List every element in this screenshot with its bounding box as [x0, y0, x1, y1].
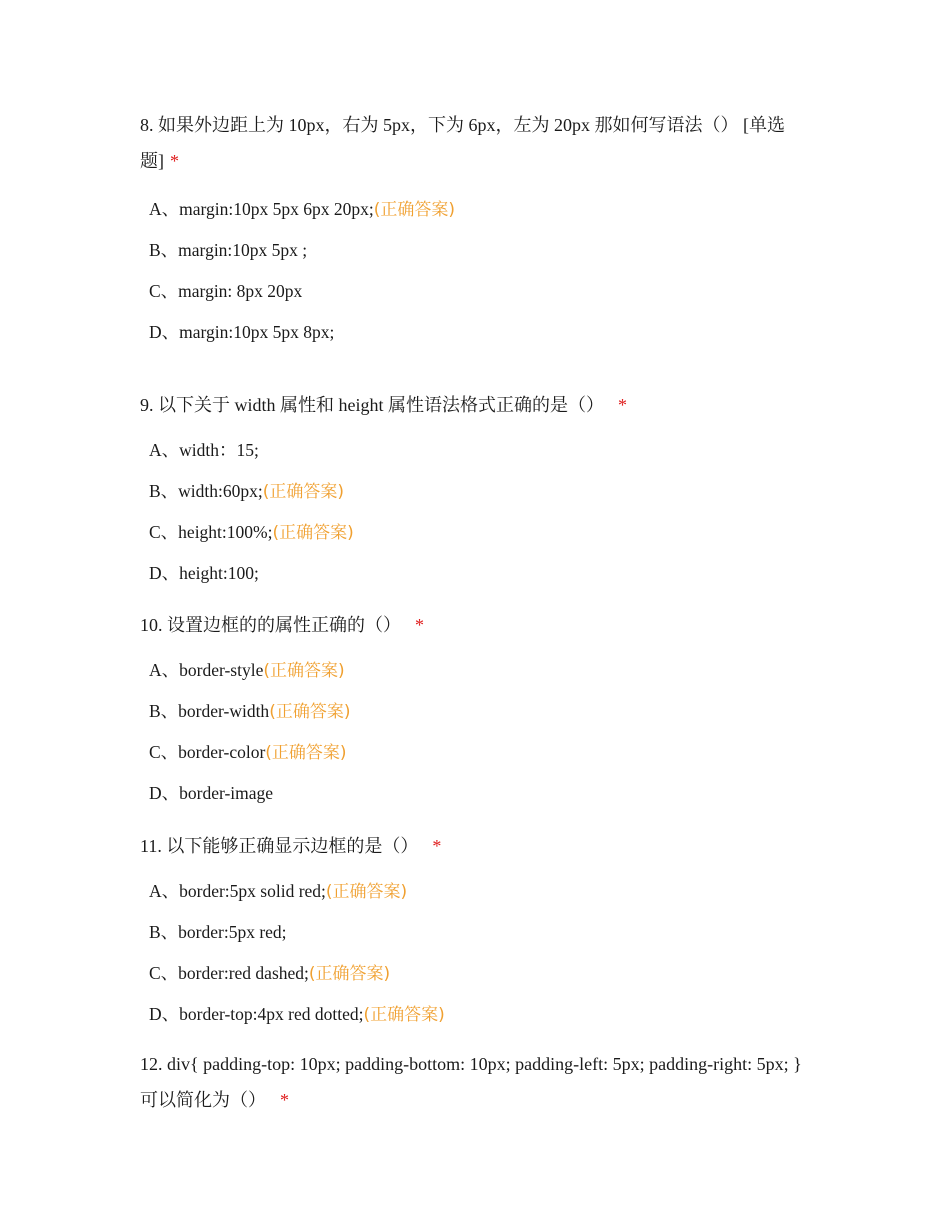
question-12 [140, 1046, 810, 1118]
correct-answer-tag: (正确答案) [363, 1005, 445, 1025]
question-text: 12. div{ padding-top: 10px; padding-bottom: 10px; padding-left: 5px; padding-right: 5px; }可以简化为（） [140, 1054, 802, 1110]
question-title [140, 387, 810, 423]
required-mark: * [432, 836, 442, 856]
option-text: C、border-color [149, 742, 266, 762]
option-d [140, 553, 810, 594]
question-title [140, 107, 810, 179]
option-b [140, 471, 810, 512]
question-title [140, 1046, 810, 1118]
option-d [140, 773, 810, 814]
option-text: D、border-image [149, 783, 274, 803]
option-c [140, 732, 810, 773]
option-text: A、border-style [149, 660, 264, 680]
option-text: B、margin:10px 5px ; [149, 240, 308, 260]
question-text: 10. 设置边框的的属性正确的（） [140, 615, 401, 635]
correct-answer-tag: (正确答案) [262, 482, 345, 502]
option-a [140, 650, 810, 691]
option-c [140, 271, 810, 312]
option-b [140, 230, 810, 271]
required-mark: * [618, 395, 627, 415]
option-c [140, 512, 810, 553]
option-b [140, 912, 810, 953]
question-text: 9. 以下关于 width 属性和 height 属性语法格式正确的是（） [140, 395, 604, 415]
required-mark: * [280, 1090, 289, 1110]
option-d [140, 312, 810, 353]
question-11 [140, 828, 810, 1035]
correct-answer-tag: (正确答案) [269, 702, 351, 722]
option-text: D、height:100; [149, 563, 259, 583]
option-a [140, 871, 810, 912]
option-text: A、margin:10px 5px 6px 20px; [149, 199, 374, 219]
question-9 [140, 387, 810, 594]
question-8 [140, 107, 810, 353]
option-text: B、border-width [149, 701, 270, 721]
required-mark: * [170, 151, 179, 171]
option-a [140, 430, 810, 471]
question-title [140, 607, 810, 643]
correct-answer-tag: (正确答案) [272, 523, 354, 543]
correct-answer-tag: (正确答案) [308, 964, 391, 984]
option-b [140, 691, 810, 732]
question-title [140, 828, 810, 864]
question-text: 11. 以下能够正确显示边框的是（） [140, 836, 419, 856]
option-text: B、width:60px; [149, 481, 263, 501]
correct-answer-tag: (正确答案) [325, 882, 408, 902]
option-text: C、margin: 8px 20px [149, 281, 303, 301]
option-c [140, 953, 810, 994]
option-text: A、border:5px solid red; [149, 881, 326, 901]
correct-answer-tag: (正确答案) [373, 200, 456, 220]
option-text: D、margin:10px 5px 8px; [149, 322, 335, 342]
question-10 [140, 607, 810, 814]
option-text: A、width：15; [149, 440, 259, 460]
question-text: 8. 如果外边距上为 10px，右为 5px，下为 6px，左为 20px 那如何写语法（） [单选题] [140, 115, 785, 171]
option-text: B、border:5px red; [149, 922, 287, 942]
option-a [140, 189, 810, 230]
option-text: D、border-top:4px red dotted; [149, 1004, 364, 1024]
required-mark: * [415, 615, 424, 635]
correct-answer-tag: (正确答案) [265, 743, 347, 763]
option-d [140, 994, 810, 1035]
option-text: C、height:100%; [149, 522, 273, 542]
correct-answer-tag: (正确答案) [263, 661, 345, 681]
option-text: C、border:red dashed; [149, 963, 309, 983]
